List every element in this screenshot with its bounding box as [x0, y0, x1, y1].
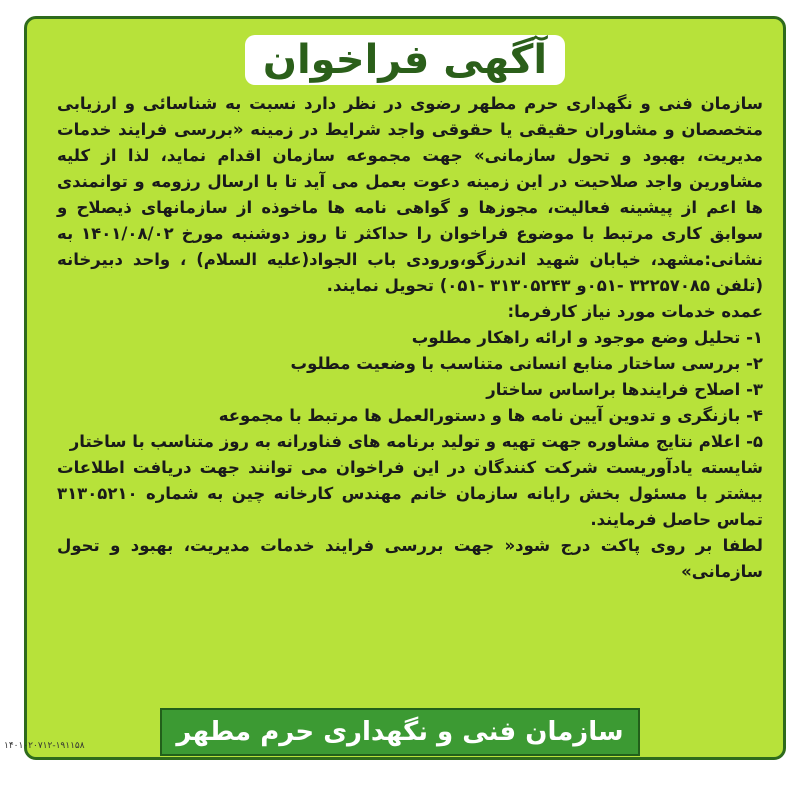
service-item-1: ۱- تحلیل وضع موجود و ارائه راهکار مطلوب: [411, 328, 763, 347]
ad-code: ۱۴۰۱۰۲۰۷۱۲-۱۹۱۱۵۸: [4, 741, 85, 751]
envelope-note: لطفا بر روی پاکت درج شود« جهت بررسی فرایند خدمات مدیریت، بهبود و تحول سازمانی»: [57, 536, 763, 581]
announcement-frame: [24, 16, 786, 760]
service-item-2: ۲- بررسی ساختار منابع انسانی متناسب با وضعیت مطلوب: [290, 354, 763, 373]
intro-paragraph: سازمان فنی و نگهداری حرم مطهر رضوی در نظر دارد نسبت به شناسائی و ارزیابی متخصصان و مشاوران حقیقی یا حقوقی واجد شرایط در زمینه «بررسی فرایند خدمات مدیریت، بهبود و تحول سازمانی» جهت مجموعه سازمان اقدام نماید، لذا از کلیه مشاورین واجد صلاحیت در این زمینه دعوت بعمل می آید تا با ارسال رزومه و توانمندی ها اعم از پیشینه فعالیت، مجوزها و گواهی نامه ها ماخوذه از سازمانهای ذیصلاح و سوابق کاری مرتبط با موضوع فراخوان را حداکثر تا روز دوشنبه مورخ ۱۴۰۱/۰۸/۰۲ به نشانی:مشهد، خیابان شهید اندرزگو،ورودی باب الجواد(علیه السلام) ، واحد دبیرخانه (تلفن ۳۲۲۵۷۰۸۵ -۰۵۱و ۳۱۳۰۵۲۴۳ -۰۵۱) تحویل نمایند.: [57, 94, 763, 295]
service-item-3: ۳- اصلاح فرایندها براساس ساختار: [486, 380, 763, 399]
service-item-5: ۵- اعلام نتایج مشاوره جهت تهیه و تولید برنامه های فناورانه به روز متناسب با ساختار: [69, 432, 763, 451]
title-container: [27, 35, 783, 85]
contact-paragraph: شایسته یادآوریست شرکت کنندگان در این فراخوان می توانند جهت دریافت اطلاعات بیشتر با مسئول بخش رایانه سازمان خانم مهندس کارخانه چین به شماره ۳۱۳۰۵۲۱۰ تماس حاصل فرمایند.: [57, 458, 763, 529]
announcement-title: آگهی فراخوان: [245, 35, 565, 85]
organization-banner: سازمان فنی و نگهداری حرم مطهر رضوی: [160, 708, 640, 756]
announcement-body: [57, 91, 763, 585]
service-item-4: ۴- بازنگری و تدوین آیین نامه ها و دستورالعمل ها مرتبط با مجموعه: [218, 406, 763, 425]
services-heading: عمده خدمات مورد نیاز کارفرما:: [507, 302, 763, 321]
